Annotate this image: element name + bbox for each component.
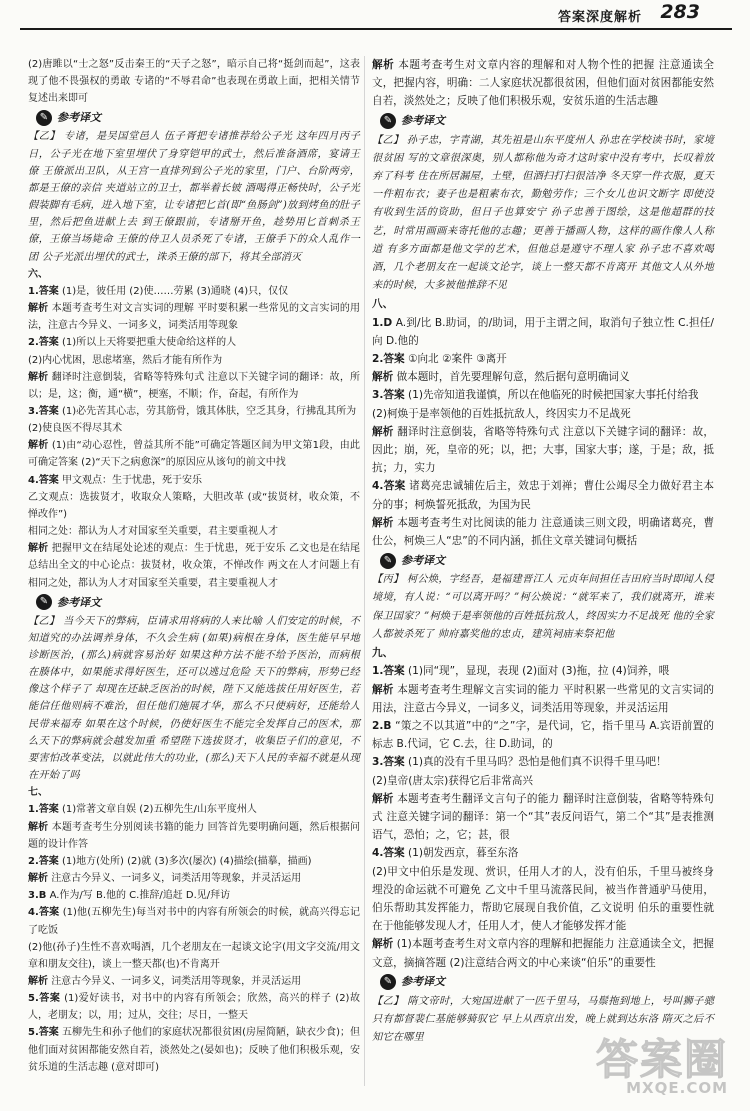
answer-label: 解析 [28,975,48,987]
answer-line [372,314,714,350]
answer-line [28,403,360,420]
section-number: 八、 [372,298,394,311]
answer-label: 解析 [372,425,394,438]
answer-text: 本题考查考生翻译文言句子的能力 翻译时注意倒装，省略等特殊句式 注意关键字词的翻译：第一个“其”表反问语气，第二个“其”是表推测语气，恐怕；之，它；甚，很 [372,792,715,842]
answer-line [372,681,714,717]
answer-label: 3.答案 [372,389,405,402]
answer-label: 解析 [372,792,394,805]
answer-label: 1.答案 [28,804,59,816]
answer-line [372,844,714,862]
right-column [372,56,714,1047]
watermark-logo [592,1027,732,1097]
body-text: (2)他(孙子)生性不喜欢喝酒，几个老朋友在一起谈文论字(用文字交流/用文章和朋友交往)，谈上一整天都(也)不肯离开 [28,941,360,970]
answer-text: 本题考查考生理解文言实词的能力 平时积累一些常见的文言实词的用法，注意古今异义，一词多义，词类活用等现象，并灵活运用 [372,683,715,714]
reference-translation-tag [380,973,714,992]
answer-line [28,334,360,351]
answer-label: 1.答案 [372,665,405,678]
section-number: 六、 [28,268,48,280]
answer-line [28,990,360,1024]
translation-paragraph: 【乙】 当今天下的弊病，臣请求用将病的人来比喻 人们安定的时候，不知道究的办法调养身体，不久会生病 (如果)病根在身体，医生能早早地诊断医治，(那么)病就容易治好 如果这种方法不能不给予医治，而病根在腠体中，如果能求得好医生，还可以逃过危险 天下的弊病，形势已经像这个样子了 却现在还缺乏医治的时候，陛下又能选拔任用好医生，若能信任他则病不难治，但任他们施展才华，那么不只使病好，还能给人民带来福寿 如果在这个时候，仍使好医生不能完全发挥自己的医术，那么天下的弊病就会越发加重 希望陛下选拔贤才，收集臣子们的意见，不要害怕改革变法，以就此伟大的功业，(那么)天下人民的幸福不就是从现在开始了吗 [28,615,360,782]
translation-paragraph: 【乙】 孙子忠，字青湖，其先祖是山东平度州人 孙忠在学校读书时，家境很贫困 写的文章很深奥，别人都称他为奇才这时家中没有考中，长叹着放弃了科考 住在所居漏屋，土壁，但酒扫打扫很洁净 冬天穿一件衣服，夏天一件粗布衣；妻子也是粗素布衣，勤勉劳作；三个女儿也识文断字 即使没有收到生活的资助，但日子也算安宁 孙子忠善于图绘，这是他超群的技艺，时常用画画来寄托他的志趣；更善于播画人物，这样的画作像人人称道 有多方面都是他文学的艺术，但他总是遵守不理人家 孙子忠不喜欢喝酒，几个老朋友在一起谈文论字，谈上一整天都不肯离开 其他文人从外地来的时候，大多被他推辞不见 [372,134,714,292]
translation-paragraph: 【乙】 隋文帝时，大宛国进献了一匹千里马，马鬃拖到地上，号叫狮子骢 只有都督裴仁基能够骑驭它 早上从西京出发，晚上就到达东洛 隋灭之后不知它在哪里 [372,995,714,1044]
answer-label: 解析 [28,440,49,452]
left-column [28,56,360,1076]
answer-text: 注意古今异义、一词多义，词类活用等现象，并灵活运用 [51,873,302,885]
translation-paragraph: 【乙】 专诸，是吴国堂邑人 伍子胥把专诸推荐给公子光 这年四月丙子日，公子光在地下室里埋伏了身穿铠甲的武士，然后准备酒席，宴请王僚 王僚派出卫队，从王宫一直排列到公子光的家里，门户、台阶两旁，都是王僚的亲信 夹道站立的卫士，都举着长铍 酒喝得正畅快时，公子光假装脚有毛病，进入地下室，让专诸把匕首(即“鱼肠剑”)放到烤鱼的肚子里，然后把鱼进献上去 到王僚跟前，专诸掰开鱼，趁势用匕首刺杀王僚，王僚当场毙命 王僚的侍卫人员杀死了专诸，王僚手下的众人乱作一团 公子光派出埋伏的武士，诛杀王僚的部下，将其全部消灭 [28,131,360,263]
reference-translation-tag [36,593,360,612]
answer-label: 解析 [28,873,48,885]
body-text: (2)甲文中伯乐是发现、赏识，任用人才的人，没有伯乐，千里马被终身埋没的命运就不可避免 乙文中千里马流落民间，被当作普通驴马使用，伯乐帮助其发挥能力，帮助它展现自我价值，乙文说明 伯乐的重要性就在于他能够发现人才，任用人才，使人才能够发挥才能 [372,865,714,933]
answer-line [372,368,714,386]
answer-text: ①向北 ②案件 ③离开 [407,353,507,366]
answer-text: (1)朝发西京，暮至东洛 [407,847,519,860]
answer-label: 1.答案 [28,285,59,297]
answer-text: (1)由“动心忍性，曾益其所不能”可确定答题区间为甲文第1段，由此可确定答案 (2)“天下之病愈深”的原因应从该句的前文中找 [28,440,360,469]
answer-line [372,56,714,111]
page-number: 283 [660,1,700,23]
answer-label: 3.答案 [28,405,59,417]
reference-translation-label: 参考译文 [57,111,101,125]
answer-label: 3.答案 [372,756,405,769]
reference-translation-tag [36,108,360,127]
answer-line [372,790,714,845]
answer-text: (1)同“现”，显现，表现 (2)面对 (3)拖，拉 (4)饲养，喂 [407,665,670,678]
answer-line [372,350,714,368]
answer-line [28,437,360,471]
answer-label: 2.答案 [28,855,59,867]
answer-text: (1)他(五柳先生)每当对书中的内容有所领会的时候，就高兴得忘记了吃饭 [28,907,360,936]
header-title: 答案深度解析 [557,10,642,25]
answer-text: (1)是，彼任用 (2)使……劳累 (3)通晓 (4)只，仅仅 [61,285,289,297]
answer-text: 做本题时，首先要理解句意，然后据句意明确词义 [396,371,630,384]
pen-icon: ✎ [36,594,52,610]
answer-text: 本题考查考生对文章内容的理解和对人物个性的把握 注意通读全文，把握内容，明确：二人家庭状况都很贫困，但他们面对贫困都能安然自若，淡然处之；反映了他们积极乐观，安贫乐道的生活志趣 [372,59,714,108]
answer-text: (1)地方(处所) (2)就 (3)多次(屡次) (4)描绘(描摹，描画) [61,855,312,867]
answer-text: (1)必先苦其心志，劳其筋骨，饿其体肤，空乏其身，行拂乱其所为 [61,405,357,417]
answer-line [28,801,360,818]
answer-label: 3.B [28,890,47,902]
body-text: (2)使良医不得尽其术 [28,423,123,435]
answer-label: 2.答案 [28,337,59,349]
answer-line [372,423,714,478]
body-text: 乙文观点：选拔贤才，收取众人策略，大胆改革 (或“拔贤材，收众策，不惮改作”) [28,491,360,520]
body-text: (2)皇帝(唐太宗)获得它后非常高兴 [372,774,533,787]
answer-text: 甲文观点：生于忧患，死于安乐 [61,474,202,486]
body-text: (2)内心忧困，思虑堵塞，然后才能有所作为 [28,354,223,366]
answer-line [372,717,714,753]
answer-text: A.到/比 B.助词，的/助词，用于主谓之间，取消句子独立性 C.担任/向 D.他的 [372,316,714,347]
answer-text: 本题考查考生分别阅读书籍的能力 回答首先要明确问题，然后根据问题的设计作答 [28,821,360,850]
answer-label: 解析 [28,543,49,555]
answer-line [28,870,360,887]
answer-text: 把握甲文在结尾处论述的观点：生于忧患，死于安乐 乙文也是在结尾总结出全文的中心论点：拔贤材，收众策，不惮改作 两文在人才问题上有相同之处，都认为人才对国家至关重要，君主要重视人才 [28,543,360,589]
reference-translation-label: 参考译文 [401,114,445,127]
body-text: (2)唐雎以“士之怒”反击秦王的“天子之怒”，暗示自己将“挺剑而起”，这表现了他不畏强权的勇敢 专诸的“不辱君命”也表现在勇敢上面，把相关情节复述出来即可 [28,59,360,105]
answer-line [28,540,360,591]
answer-label: 5.答案 [28,1027,59,1039]
answer-label: 4.答案 [28,474,59,486]
reference-translation-tag [380,112,714,131]
answer-label: 5.答案 [28,993,61,1005]
translation-paragraph: 【丙】 柯公焕，字经吾，是福建晋江人 元贞年间担任吉田府当时即闻人侵境境，有人说：“可以离开吗？”柯公焕说：“就军来了，我们就离开，谁来保卫国家？”柯焕于是率领他的百姓抵抗敌人，终因实力不足战死 他的全家人都被杀死了 帅府嘉奖他的忠贞，建筑祠庙来祭祀他 [372,574,714,640]
answer-text: (1)所以上天将要把重大使命给这样的人 [61,337,237,349]
answer-label: 1.D [372,316,393,329]
reference-translation-label: 参考译文 [401,975,445,989]
reference-translation-label: 参考译文 [57,595,101,609]
answer-label: 解析 [372,516,394,529]
answer-line [372,477,714,513]
answer-text: “策之不以其道”中的“之”字，是代词，它，指千里马 A.宾语前置的标志 B.代词，它 C.去，往 D.助词，的 [372,719,714,751]
answer-text: (1)真的没有千里马吗？恐怕是他们真不识得千里马吧！ [407,756,667,769]
answer-line [28,904,360,938]
section-number: 九、 [372,647,394,660]
answer-label: 4.答案 [372,480,406,493]
pen-icon: ✎ [380,974,396,990]
answer-label: 解析 [28,821,49,833]
answer-line [372,753,714,771]
answer-line [28,853,360,870]
column-divider [364,56,365,1086]
answer-text: 本题考查考生对比阅读的能力 注意通读三则文段，明确诸葛亮，曹仕公，柯焕三人“忠”的不同内涵，抓住文章关键词句概括 [372,516,715,548]
answer-line [28,1024,360,1075]
watermark-text: 答案圈 [596,1035,729,1084]
watermark-url: MXQE.COM [626,1079,728,1097]
answer-label: 解析 [372,938,394,951]
section-number: 七、 [28,787,48,799]
answer-text: (1)本题考查考生对文章内容的理解和把握能力 注意通读全文，把握文意，摘摘答题 (2)注意结合两文的中心来谈“伯乐”的重要性 [372,938,715,969]
answer-label: 4.答案 [28,907,60,919]
answer-line [372,514,714,550]
reference-translation-tag [380,551,714,570]
answer-text: 诸葛亮忠诚辅佐后主，效忠于刘禅；曹仕公竭尽全力做好君主本分的事；柯焕誓死抵敌，为国为民 [372,480,714,511]
answer-label: 解析 [28,371,49,383]
answer-label: 解析 [28,303,49,315]
answer-label: 2.答案 [372,353,405,366]
answer-line [28,887,360,904]
body-text: 相同之处：都认为人才对国家至关重要，君主要重视人才 [28,526,278,538]
answer-text: 翻译时注意倒装，省略等特殊句式 注意以下关键字词的翻译：故，所以；是，这；衡，通“横”，梗塞，不顺；作，奋起，有所作为 [28,371,360,400]
answer-label: 4.答案 [372,847,405,860]
answer-text: (1)爱好读书，对书中的内容有所领会；欣然，高兴的样子 (2)故人，老朋友；以，用；过从，交往；尽日，一整天 [28,993,360,1022]
reference-translation-label: 参考译文 [401,553,445,567]
answer-text: (1)先帝知道我谨慎，所以在他临死的时候把国家大事托付给我 [407,389,699,402]
answer-line [28,300,360,334]
answer-text: 翻译时注意倒装，省略等特殊句式 注意以下关键字词的翻译：故，因此；崩，死，皇帝的死；以，把；大事，国家大事；遂，于是；敌，抵抗；力，实力 [372,425,715,475]
answer-line [28,973,360,990]
answer-text: 五柳先生和孙子他们的家庭状况都很贫困(房屋简陋，缺衣少食)；但他们面对贫困都能安然自若，淡然处之(晏如也)；反映了他们积极乐观，安贫乐道的生活志趣 (意对即可) [28,1027,360,1073]
answer-text: 本题考查考生对文言实词的理解 平时要积累一些常见的文言实词的用法，注意古今异义、一词多义，词类活用等现象 [28,303,360,332]
pen-icon: ✎ [380,113,396,129]
answer-text: 注意古今异义、一词多义，词类活用等现象，并灵活运用 [51,975,302,987]
answer-label: 解析 [372,59,395,71]
answer-line [372,935,714,971]
answer-line [28,369,360,403]
answer-line [372,386,714,404]
answer-text: (1)常著文章自娱 (2)五柳先生/山东平度州人 [61,804,257,816]
answer-label: 解析 [372,371,394,384]
body-text: (2)柯焕于是率领他的百姓抵抗敌人，终因实力不足战死 [372,407,631,420]
answer-text: A.作为/写 B.他的 C.推辞/追赶 D.见/拜访 [49,890,231,902]
pen-icon: ✎ [36,110,52,126]
answer-line [28,283,360,300]
answer-line [28,472,360,489]
pen-icon: ✎ [380,553,396,569]
page-header [0,0,750,30]
answer-line [372,662,714,680]
answer-label: 2.B [372,719,392,732]
answer-line [28,819,360,853]
answer-label: 解析 [372,683,394,696]
header-rule [20,28,732,30]
